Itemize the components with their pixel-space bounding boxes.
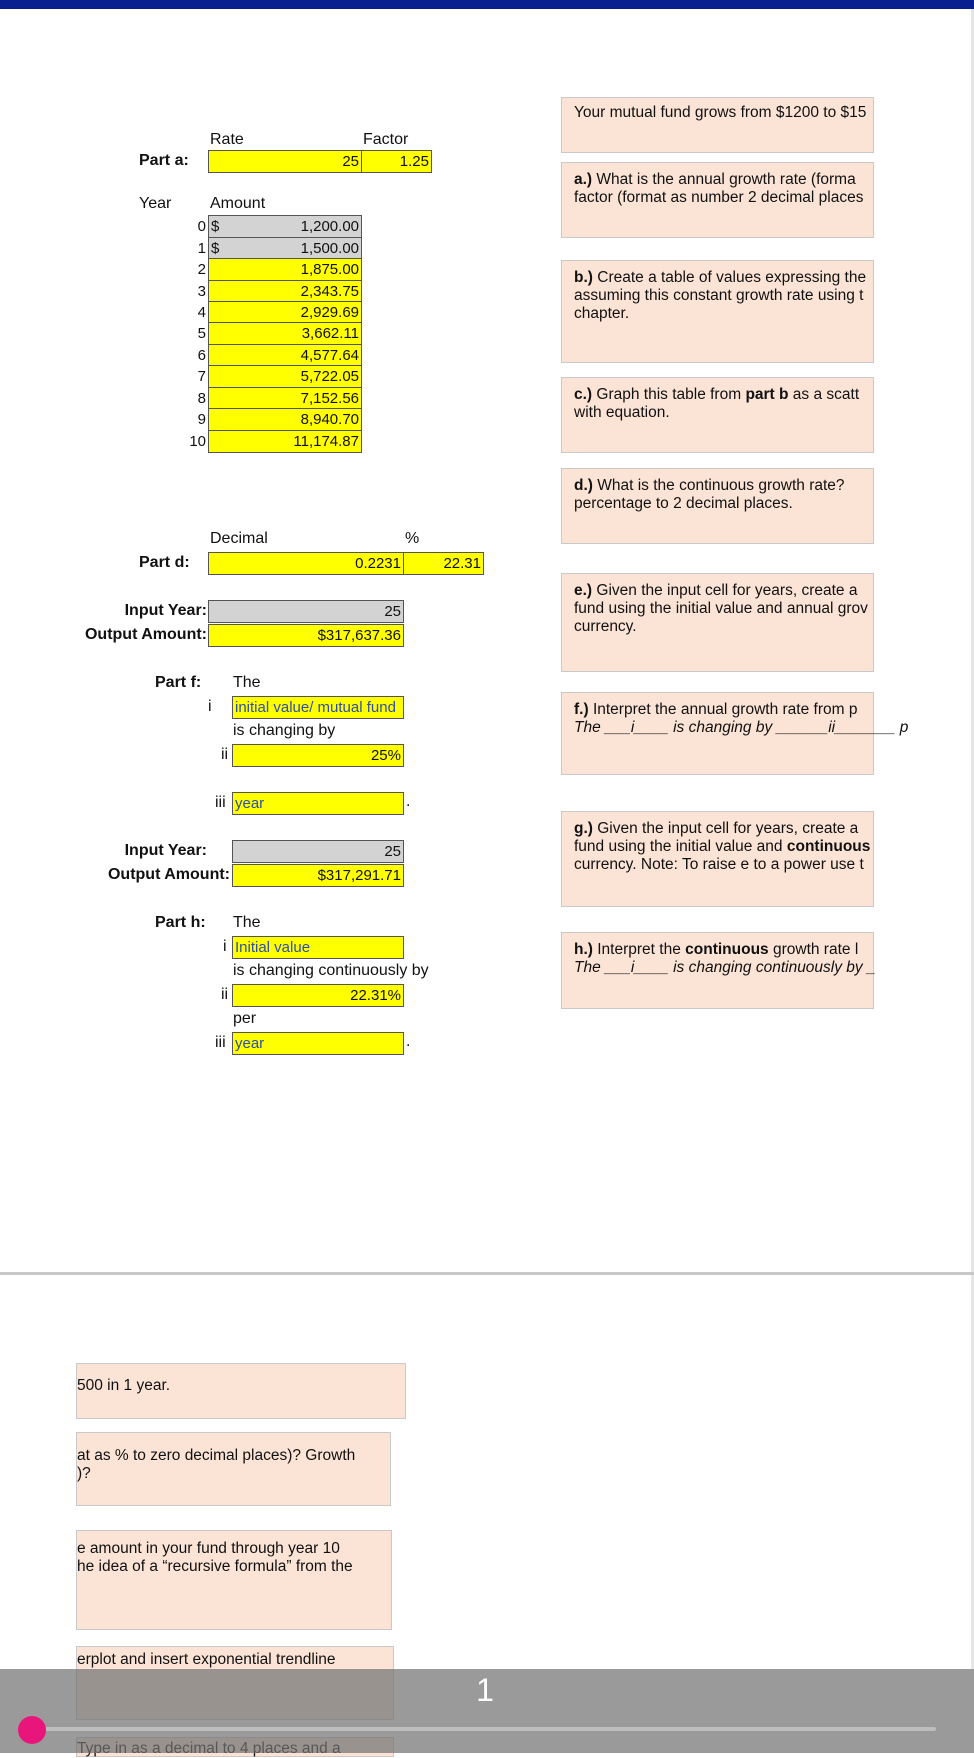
factor-header: Factor	[363, 131, 409, 148]
continuation-b-box	[76, 1530, 392, 1630]
question-c-box: c.) Graph this table from part b as a scatt with equation.	[561, 377, 874, 453]
continuation-text: e amount in your fund through year 10	[77, 1540, 340, 1557]
question-h-text: The ___i____ is changing continuously by _	[574, 959, 876, 976]
percent-header: %	[405, 530, 420, 547]
amount-cell[interactable]: $ 1,200.00	[208, 215, 362, 238]
percent-rate-cell[interactable]: 22.31	[403, 552, 484, 575]
question-b-text: chapter.	[574, 305, 630, 322]
question-g-text: Given the input cell for years, create a	[592, 820, 859, 837]
question-intro-text: Your mutual fund grows from $1200 to $15	[574, 104, 867, 121]
currency-symbol: $	[211, 218, 220, 235]
continuation-text: 500 in 1 year.	[77, 1377, 171, 1394]
question-d-label: d.)	[574, 477, 593, 494]
continuation-a-box	[76, 1432, 391, 1506]
year-cell: 5	[197, 325, 206, 342]
question-e-label: e.)	[574, 582, 593, 599]
output-amount-cell[interactable]: $317,291.71	[232, 864, 404, 887]
input-year-cell[interactable]: 25	[232, 840, 404, 863]
part-h-ii-marker: ii	[221, 986, 229, 1003]
question-e-text: currency.	[574, 618, 637, 635]
part-f-period: .	[406, 793, 411, 810]
part-f-iii-marker: iii	[215, 794, 226, 811]
part-f-iii-cell[interactable]: year	[232, 792, 404, 815]
year-cell: 0	[197, 218, 206, 235]
top-accent-bar	[0, 0, 974, 9]
decimal-header: Decimal	[210, 530, 268, 547]
year-cell: 3	[197, 283, 206, 300]
question-f-text: Interpret the annual growth rate from p	[588, 701, 858, 718]
question-a-text: factor (format as number 2 decimal places	[574, 189, 864, 206]
question-g-label: g.)	[574, 820, 593, 837]
amount-cell[interactable]: 11,174.87	[208, 430, 362, 453]
question-a-box	[561, 162, 874, 238]
page-scrubber-track[interactable]	[32, 1727, 936, 1731]
question-e-text: Given the input cell for years, create a	[592, 582, 858, 599]
part-d-label: Part d:	[139, 554, 190, 571]
question-b-text: Create a table of values expressing the	[592, 269, 867, 286]
year-cell: 1	[197, 240, 206, 257]
decimal-rate-cell[interactable]: 0.2231	[208, 552, 404, 575]
question-d-text: What is the continuous growth rate?	[592, 477, 845, 494]
question-h-box: h.) Interpret the continuous growth rate l The ___i____ is changing continuously by _	[561, 932, 874, 1009]
question-d-text: percentage to 2 decimal places.	[574, 495, 793, 512]
input-year-label: Input Year:	[124, 842, 207, 859]
question-g-box: g.) Given the input cell for years, create a fund using the initial value and continuous currency. Note: To raise e to a power use t	[561, 811, 874, 907]
year-cell: 9	[197, 411, 206, 428]
part-f-i-marker: i	[208, 698, 212, 715]
part-h-changing: is changing continuously by	[233, 962, 429, 979]
year-cell: 8	[197, 390, 206, 407]
question-d-box	[561, 468, 874, 544]
amount-cell[interactable]: 4,577.64	[208, 344, 362, 367]
part-h-per: per	[233, 1010, 257, 1027]
part-h-ii-cell[interactable]: 22.31%	[232, 984, 404, 1007]
question-f-label: f.)	[574, 701, 589, 718]
part-f-label: Part f:	[155, 674, 202, 691]
amount-cell[interactable]: 8,940.70	[208, 408, 362, 431]
page-scrubber-thumb[interactable]	[18, 1716, 46, 1744]
amount-cell[interactable]: 7,152.56	[208, 387, 362, 410]
page-break	[0, 1272, 974, 1275]
question-c-label: c.)	[574, 386, 593, 403]
part-h-i-marker: i	[223, 938, 227, 955]
rate-cell[interactable]: 25	[208, 150, 362, 173]
question-intro-box	[561, 97, 874, 153]
part-h-iii-cell[interactable]: year	[232, 1032, 404, 1055]
part-h-label: Part h:	[155, 914, 206, 931]
output-amount-label: Output Amount:	[84, 626, 207, 643]
continuation-text: at as % to zero decimal places)? Growth	[77, 1447, 356, 1464]
part-h-iii-marker: iii	[215, 1034, 226, 1051]
part-f-the: The	[233, 674, 261, 691]
rate-header: Rate	[210, 131, 244, 148]
question-h-label: h.)	[574, 941, 593, 958]
year-cell: 2	[197, 261, 206, 278]
amount-cell[interactable]: 1,875.00	[208, 258, 362, 281]
year-cell: 4	[197, 304, 206, 321]
part-f-i-cell[interactable]: initial value/ mutual fund	[232, 696, 404, 719]
amount-cell[interactable]: 2,343.75	[208, 280, 362, 303]
part-f-ii-marker: ii	[221, 746, 229, 763]
question-b-text: assuming this constant growth rate using t	[574, 287, 864, 304]
year-header: Year	[139, 195, 172, 212]
question-e-text: fund using the initial value and annual grov	[574, 600, 868, 617]
part-f-changing: is changing by	[233, 722, 336, 739]
amount-cell[interactable]: 3,662.11	[208, 322, 362, 345]
question-f-text: The ___i____ is changing by ______ii_______ p	[574, 719, 909, 736]
continuation-text: )?	[77, 1465, 91, 1482]
question-c-text: with equation.	[574, 404, 670, 421]
continuation-intro-box	[76, 1363, 406, 1419]
page-number-indicator: 1	[476, 1672, 494, 1708]
question-f-box	[561, 692, 909, 775]
part-f-ii-cell[interactable]: 25%	[232, 744, 404, 767]
input-year-cell[interactable]: 25	[208, 600, 404, 623]
currency-symbol: $	[211, 240, 220, 257]
question-a-label: a.)	[574, 171, 593, 188]
question-a-text: What is the annual growth rate (forma	[592, 171, 856, 188]
question-b-box	[561, 260, 874, 363]
input-year-label: Input Year:	[124, 602, 207, 619]
year-cell: 10	[189, 433, 206, 450]
part-h-period: .	[406, 1033, 411, 1050]
part-h-i-cell[interactable]: Initial value	[232, 936, 404, 959]
continuation-text: erplot and insert exponential trendline	[77, 1651, 336, 1668]
year-cell: 6	[197, 347, 206, 364]
amount-cell[interactable]: 5,722.05	[208, 365, 362, 388]
output-amount-cell[interactable]: $317,637.36	[208, 624, 404, 647]
continuation-text: he idea of a “recursive formula” from the	[77, 1558, 353, 1575]
question-e-box	[561, 573, 874, 672]
part-h-the: The	[233, 914, 261, 931]
question-g-text: currency. Note: To raise e to a power use t	[574, 856, 864, 873]
part-a-label: Part a:	[139, 152, 189, 169]
amount-cell[interactable]: $ 1,500.00	[208, 237, 362, 260]
year-cell: 7	[197, 368, 206, 385]
output-amount-label: Output Amount:	[107, 866, 230, 883]
amount-cell[interactable]: 2,929.69	[208, 301, 362, 324]
factor-cell[interactable]: 1.25	[361, 150, 432, 173]
question-b-label: b.)	[574, 269, 593, 286]
amount-header: Amount	[210, 195, 266, 212]
